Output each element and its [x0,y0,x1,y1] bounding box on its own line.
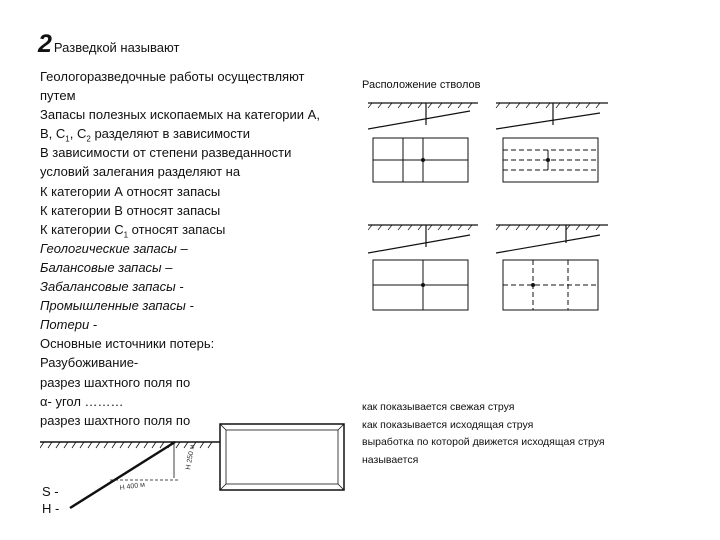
question-line: разрез шахтного поля по [40,374,191,390]
svg-text:Н 250 м: Н 250 м [185,444,197,471]
note-line: как показывается исходящая струя [362,418,534,431]
slide-number: 2 [38,30,52,58]
question-list [40,67,370,430]
question-line: Геологические запасы – [40,240,188,256]
shaft-plan-4 [503,260,598,310]
shaft-section-4 [496,225,608,253]
shaft-plan-3 [373,260,468,310]
question-line: К категории $С_1$ относят запасы [40,221,226,240]
question-line: разрез шахтного поля по [40,412,191,428]
question-line: Разубоживание- [40,355,139,371]
shaft-section-1 [368,103,478,129]
question-line: Основные источники потерь: [40,336,215,352]
note-line: называется [362,453,419,466]
question-line: К категории В относят запасы [40,202,221,218]
question-line: Промышленные запасы - [40,298,194,314]
question-line: В зависимости от степени разведанности [40,145,292,161]
note-line: как показывается свежая струя [362,401,515,413]
question-line: К категории А относят запасы [40,183,221,199]
slide-title: Разведкой называют [53,40,180,55]
notes-list [362,399,605,469]
seam-section-diagram [40,430,220,510]
mine-field-plan [218,422,346,494]
shaft-layout-diagrams [368,95,608,320]
question-line: путем [40,88,76,104]
question-line: Забалансовые запасы - [40,279,184,295]
label-s: S - [42,484,59,499]
svg-text:H 400 м: H 400 м [119,481,146,492]
shaft-section-2 [496,103,608,129]
shaft-layout-title: Расположение стволов [362,79,481,91]
slide-heading [38,30,179,59]
question-line: Балансовые запасы – [40,259,173,275]
question-line: Геологоразведочные работы осуществляют [40,69,305,84]
label-h: H - [42,501,60,516]
shaft-section-3 [368,225,478,253]
question-line: условий залегания разделяют на [40,164,241,180]
question-line: В, $С_1$, $С_2$ разделяют в зависимости [40,126,250,144]
shaft-plan-1 [373,138,468,182]
shaft-plan-2 [503,138,598,182]
question-line: Запасы полезных ископаемых на категории А, [40,107,320,123]
question-line: Потери - [40,317,98,333]
note-line: выработка по которой движется исходящая струя [362,436,605,448]
question-line: α- угол ……… [40,393,124,409]
